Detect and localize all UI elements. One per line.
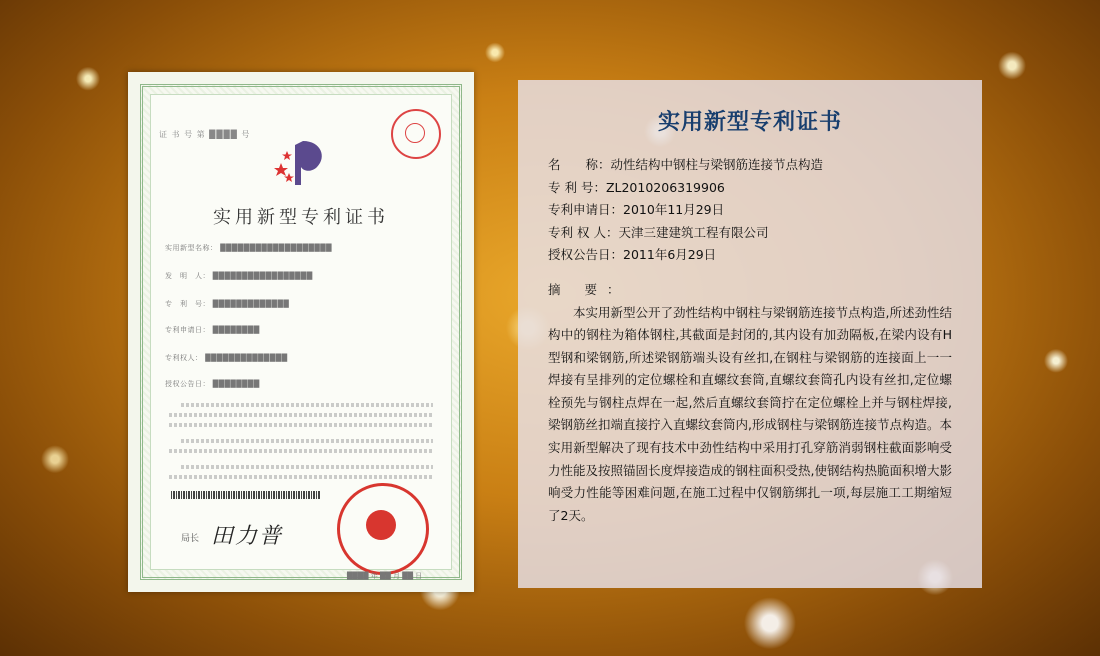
signature: 田力普	[211, 524, 284, 549]
info-row-name	[548, 154, 952, 177]
info-label: 专利 权 人：	[548, 224, 619, 240]
barcode-icon	[171, 491, 321, 499]
abstract-label: 摘 要：	[548, 281, 630, 297]
certificate-text-line	[181, 465, 433, 469]
certificate-title: 实用新型专利证书	[213, 207, 389, 228]
certificate-field-line: 授权公告日： ████████	[165, 380, 260, 388]
certificate-text-line	[169, 413, 433, 417]
certificate-text-line	[169, 475, 433, 479]
certificate-text-line	[181, 439, 433, 443]
certificate-field-line: 专利申请日： ████████	[165, 326, 260, 334]
national-emblem-icon	[366, 510, 396, 540]
certificate-field-line: 专 利 号： █████████████	[165, 300, 290, 308]
certificate-image	[128, 72, 474, 592]
info-row-application-date	[548, 199, 952, 222]
info-value: 动性结构中钢柱与梁钢筋连接节点构造	[610, 157, 824, 172]
top-seal-icon	[391, 109, 441, 159]
panel-title: 实用新型专利证书	[657, 110, 842, 135]
patent-info-panel	[518, 80, 982, 588]
info-value: 2011年6月29日	[623, 247, 717, 262]
official-seal-icon	[337, 483, 429, 575]
info-label: 专 利 号：	[548, 179, 606, 195]
info-label: 专利申请日：	[548, 202, 624, 217]
certificate-field-line: 发 明 人： █████████████████	[165, 272, 313, 280]
certificate-text-line	[169, 423, 433, 427]
patent-info-list	[548, 154, 952, 267]
info-value: ZL2010206319906	[605, 179, 725, 195]
info-label: 授权公告日：	[548, 247, 624, 262]
certificate-inner	[150, 94, 452, 580]
certificate-date-line: ████ 年 ██ 月 ██ 日	[347, 572, 423, 580]
patent-office-logo-icon	[273, 137, 333, 189]
info-row-patent-number	[548, 177, 952, 200]
certificate-text-line	[181, 403, 433, 407]
info-row-patentee	[548, 222, 952, 245]
signature-label: 局长	[181, 534, 200, 544]
info-label: 名 称：	[548, 157, 611, 172]
certificate-text-line	[169, 449, 433, 453]
certificate-field-line: 专利权人： ██████████████	[165, 354, 288, 362]
abstract-text: 本实用新型公开了劲性结构中钢柱与梁钢筋连接节点构造,所述劲性结构中的钢柱为箱体钢柱,其截面是封闭的,其内设有加劲隔板,在梁内设有H型钢和梁钢筋,所述梁钢筋端头设有丝扣,在钢柱与梁钢筋的连接面上一一焊接有呈排列的定位螺栓和直螺纹套筒,直螺纹套筒孔内设有丝扣,定位螺栓预先与钢柱点焊在一起,然后直螺纹套筒拧在定位螺栓上并与钢柱焊接,梁钢筋丝扣端直接拧入直螺纹套筒内,形成钢柱与梁钢筋连接节点构造。本实用新型解决了现有技术中劲性结构中采用打孔穿筋消弱钢柱截面影响受力性能及按照锚固长度焊接造成的钢柱面积受热,使钢结构热脆面积增大影响受力性能等困难问题,在施工过程中仅钢筋绑扎一项,每层施工工期缩短了2天。	[548, 304, 952, 523]
certificate-field-line: 实用新型名称： ███████████████████	[165, 244, 333, 252]
info-row-grant-date	[548, 244, 952, 267]
info-value: 天津三建建筑工程有限公司	[618, 224, 769, 240]
info-value: 2010年11月29日	[623, 202, 725, 217]
certificate-number-line: 证 书 号 第 ████ 号	[159, 130, 251, 139]
